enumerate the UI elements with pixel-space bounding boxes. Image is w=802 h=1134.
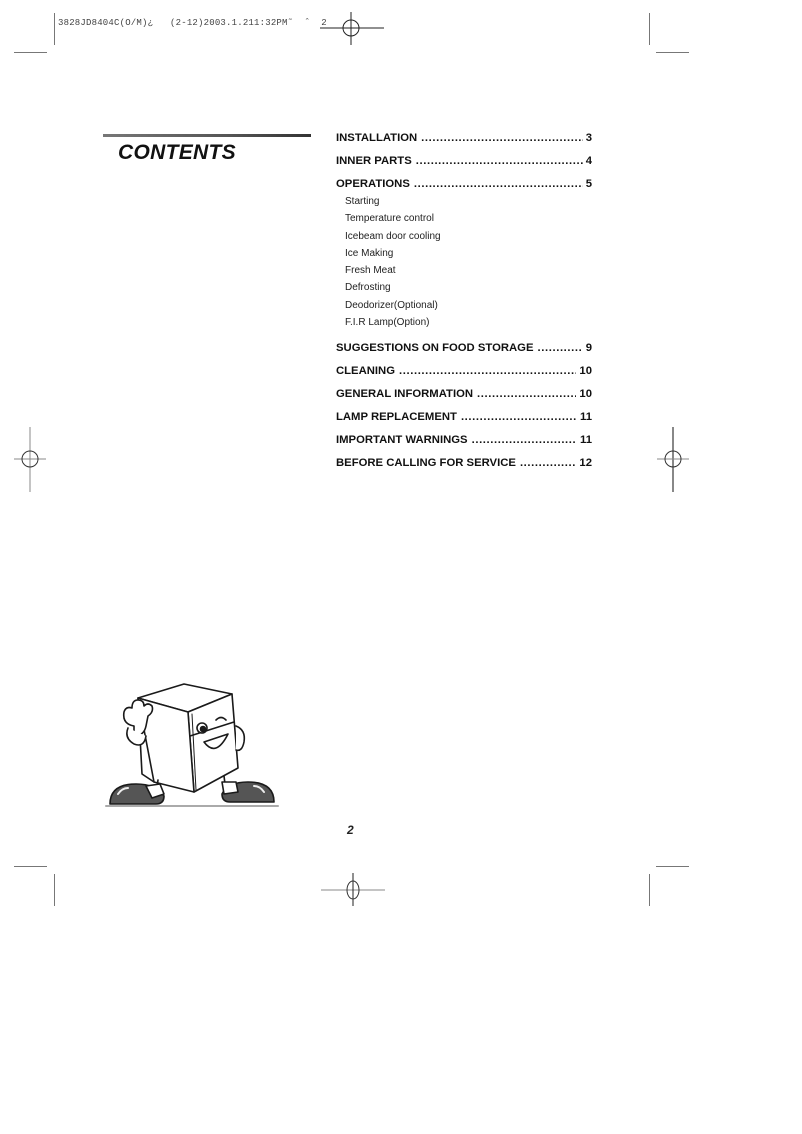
refrigerator-mascot-icon: [104, 676, 280, 812]
toc-item-label: BEFORE CALLING FOR SERVICE: [336, 457, 516, 470]
toc-item-page: 11: [580, 411, 592, 424]
toc-leader-dots: [421, 132, 583, 144]
crop-mark-bottom-left-v: [54, 874, 55, 906]
operations-subitems: [336, 196, 592, 334]
toc-item-page: 10: [579, 365, 592, 378]
toc-item-page: 12: [579, 457, 592, 470]
page-title: CONTENTS: [118, 141, 236, 164]
crop-mark-bottom-right-v: [649, 874, 650, 906]
toc-item-installation[interactable]: [336, 132, 592, 155]
toc-item-inner-parts[interactable]: [336, 155, 592, 178]
toc-leader-dots: [520, 457, 576, 469]
toc-item-label: GENERAL INFORMATION: [336, 388, 474, 401]
crop-mark-top-left-h: [14, 52, 47, 53]
toc-item-page: 9: [585, 342, 592, 355]
toc-item-label: INSTALLATION: [336, 132, 418, 144]
toc-item-label: SUGGESTIONS ON FOOD STORAGE: [336, 342, 534, 355]
toc-item-label: INNER PARTS: [336, 155, 412, 167]
toc-leader-dots: [472, 434, 577, 446]
toc-item-label: OPERATIONS: [336, 178, 410, 190]
toc-subitem-deodorizer[interactable]: Deodorizer(Optional): [345, 299, 438, 311]
toc-leader-dots: [538, 342, 583, 354]
toc-item-food-storage[interactable]: [336, 342, 592, 365]
toc-leader-dots: [399, 365, 576, 377]
crop-mark-top-right-v: [649, 13, 650, 45]
crop-mark-top-right-h: [656, 52, 689, 53]
toc-subitem-icebeam-door-cooling[interactable]: Icebeam door cooling: [345, 230, 441, 242]
registration-mark-top-icon: [318, 12, 386, 46]
registration-mark-right-icon: [656, 427, 692, 493]
toc-item-lamp-replacement[interactable]: [336, 411, 592, 434]
toc-leader-dots: [414, 178, 583, 190]
toc-item-cleaning[interactable]: [336, 365, 592, 388]
table-of-contents: [336, 132, 592, 480]
page-number: 2: [347, 823, 354, 837]
toc-item-label: IMPORTANT WARNINGS: [336, 434, 468, 447]
toc-subitem-fir-lamp[interactable]: F.I.R Lamp(Option): [345, 317, 430, 329]
toc-leader-dots: [416, 155, 583, 167]
toc-item-label: CLEANING: [336, 365, 395, 378]
toc-subitem-ice-making[interactable]: Ice Making: [345, 247, 394, 259]
toc-item-label: LAMP REPLACEMENT: [336, 411, 457, 424]
toc-item-before-calling-for-service[interactable]: [336, 457, 592, 480]
toc-item-page: 4: [585, 155, 592, 167]
heading-rule: [103, 134, 311, 137]
toc-subitem-starting[interactable]: Starting: [345, 196, 380, 207]
toc-item-important-warnings[interactable]: [336, 434, 592, 457]
toc-leader-dots: [461, 411, 577, 423]
toc-item-page: 3: [585, 132, 592, 144]
toc-subitem-fresh-meat[interactable]: Fresh Meat: [345, 265, 396, 277]
toc-item-page: 11: [580, 434, 592, 447]
registration-mark-bottom-icon: [320, 873, 386, 907]
print-slug: 3828JD8404C(O/M)¿ (2-12)2003.1.211:32PM˜ ˆ 2: [58, 18, 327, 28]
toc-item-general-information[interactable]: [336, 388, 592, 411]
registration-mark-left-icon: [13, 427, 49, 493]
crop-mark-bottom-left-h: [14, 866, 47, 867]
toc-item-page: 5: [585, 178, 592, 190]
crop-mark-bottom-right-h: [656, 866, 689, 867]
toc-item-page: 10: [579, 388, 592, 401]
toc-subitem-temperature-control[interactable]: Temperature control: [345, 213, 434, 225]
toc-subitem-defrosting[interactable]: Defrosting: [345, 282, 391, 294]
toc-leader-dots: [477, 388, 576, 400]
crop-mark-top-left-v: [54, 13, 55, 45]
